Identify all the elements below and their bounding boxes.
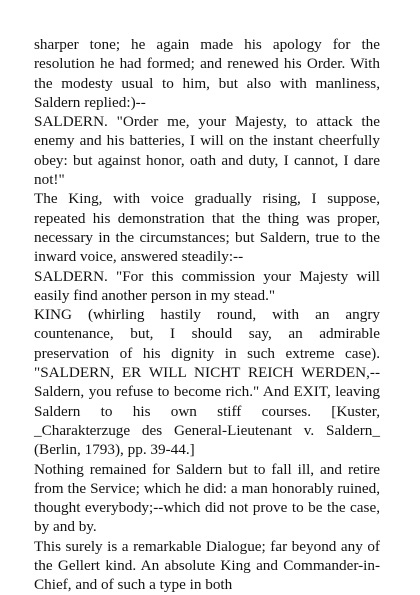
paragraph-saldern-reply-intro: sharper tone; he again made his apology for the resolution he had formed; and renewed his Order. With the modesty usual to him, but also with manliness, Saldern replied:)-- bbox=[34, 36, 380, 111]
paragraph-saldern-commission: SALDERN. "For this commission your Majesty will easily find another person in my stead." bbox=[34, 267, 380, 304]
page-text bbox=[34, 35, 380, 595]
paragraph-saldern-refusal: SALDERN. "Order me, your Majesty, to attack the enemy and his batteries, I will on the instant cheerfully obey: but against honor, oath and duty, I cannot, I dare not!" bbox=[34, 113, 380, 189]
paragraph-remarkable-dialogue: This surely is a remarkable Dialogue; far beyond any of the Gellert kind. An absolute King and Commander-in-Chief, and of such a type in both bbox=[34, 537, 380, 594]
paragraph-saldern-retires: Nothing remained for Saldern but to fall ill, and retire from the Service; which he did: a man honorably ruined, thought everybody;--which did not prove to be the case, by and by. bbox=[34, 460, 380, 536]
paragraph-king-insists: The King, with voice gradually rising, I suppose, repeated his demonstration that the thing was proper, necessary in the circumstances; but Saldern, true to the inward voice, answered steadily:-- bbox=[34, 190, 380, 266]
paragraph-king-exit: KING (whirling hastily round, with an angry countenance, but, I should say, an admirable preservation of his dignity in such extreme case). "SALDERN, ER WILL NICHT REICH WERDEN,--Saldern, you refuse to become rich." And EXIT, leaving Saldern to his own stiff courses. [Kuster, _Charakterzuge des General-Lieutenant v. Saldern_ (Berlin, 1793), pp. 39-44.] bbox=[34, 306, 380, 459]
